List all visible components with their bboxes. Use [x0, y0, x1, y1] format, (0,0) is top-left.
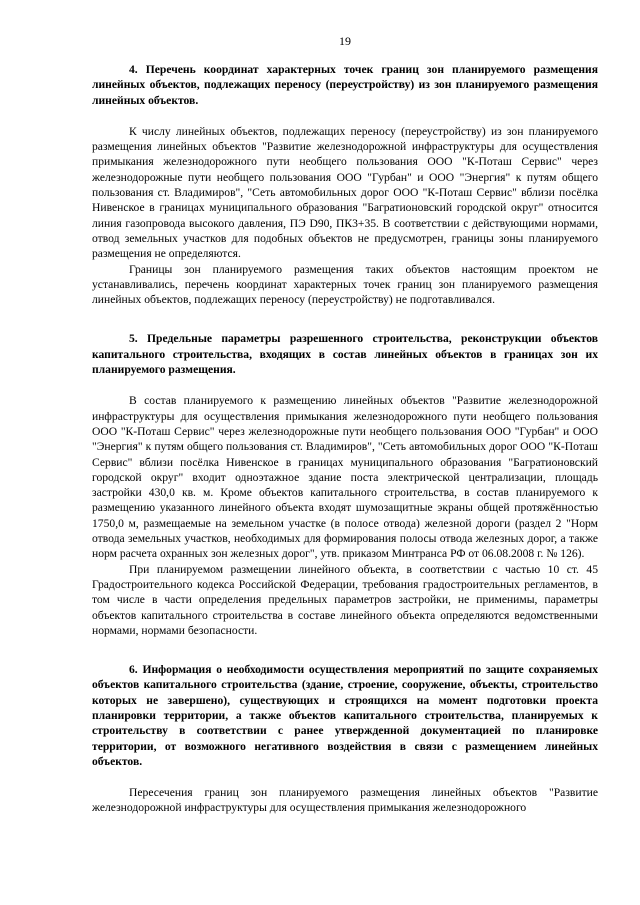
section-6 [92, 662, 598, 816]
paragraph: В состав планируемого к размещению линейных объектов "Развитие железнодорожной инфраструктуры для осуществления примыкания железнодорожного пути необщего пользования ООО "К-Поташ Сервис" через железнодорожные пути необщего пользования ООО "Гурбан" и ООО "Энергия" к путям общего пользования ст. Владимиров", "Сеть автомобильных дорог ООО "К-Поташ Сервис" вблизи посёлка Нивенское в границах муниципального образования "Багратионовский городской округ" входит одноэтажное здание поста электрической централизации, площадь застройки 430,0 кв. м. Кроме объектов капитального строительства, в состав планируемого к размещению указанного линейного объекта входят шумозащитные экраны общей протяжённостью 1750,0 м, размещаемые на земельном участке (в полосе отвода) железной дороги (раздел 2 "Норм отвода земельных участков, необходимых для формирования полосы отвода железных дорог, а также норм расчета охранных зон железных дорог", утв. приказом Минтранса РФ от 06.08.2008 г. № 126). [92, 394, 598, 561]
section-4 [92, 62, 598, 307]
spacer [92, 377, 598, 393]
section-heading: 6. Информация о необходимости осуществления мероприятий по защите сохраняемых объектов капитального строительства (здание, строение, сооружение, объекты, строительство которых не завершено), существующих и строящихся на момент подготовки проекта планировки территории, а также объектов капитального строительства, планируемых к строительству в соответствии с ранее утвержденной документацией по планировке территории, от возможного негативного воздействия в связи с размещением линейных объектов. [92, 663, 598, 768]
section-heading: 4. Перечень координат характерных точек границ зон планируемого размещения линейных объектов, подлежащих переносу (переустройству) из зон планируемого размещения линейных объектов. [92, 63, 598, 107]
paragraph: Границы зон планируемого размещения таких объектов настоящим проектом не устанавливались, перечень координат характерных точек границ зон планируемого размещения линейных объектов, подлежащих переносу (переустройству) не подготавливался. [92, 262, 598, 307]
spacer [92, 769, 598, 785]
paragraph: При планируемом размещении линейного объекта, в соответствии с частью 10 ст. 45 Градостроительного кодекса Российской Федерации, требования градостроительных регламентов, в том числе в части определения предельных параметров застройки, не применимы, параметры объектов капитального строительства в составе линейного объекта определяются ведомственными нормами, нормами безопасности. [92, 562, 598, 637]
spacer [92, 307, 598, 331]
section-5 [92, 331, 598, 638]
spacer [92, 638, 598, 662]
spacer [92, 108, 598, 124]
page-number: 19 [339, 34, 351, 48]
paragraph: Пересечения границ зон планируемого размещения линейных объектов "Развитие железнодорожной инфраструктуры для осуществления примыкания железнодорожного [92, 786, 598, 815]
paragraph: К числу линейных объектов, подлежащих переносу (переустройству) из зон планируемого размещения линейных объектов "Развитие железнодорожной инфраструктуры для осуществления примыкания железнодорожного пути необщего пользования ООО "К-Поташ Сервис" через железнодорожные пути необщего пользования ООО "Гурбан" и ООО "Энергия" к путям общего пользования ст. Владимиров", "Сеть автомобильных дорог ООО "К-Поташ Сервис" вблизи посёлка Нивенское в границах муниципального образования "Багратионовский городской округ" относится линия газопровода высокого давления, ПЭ D90, ПК3+35. В соответствии с действующими нормами, отвод земельных участков для подобных объектов не предусмотрен, границы зоны планируемого размещения не определяются. [92, 124, 598, 261]
section-heading: 5. Предельные параметры разрешенного строительства, реконструкции объектов капитального строительства, входящих в состав линейных объектов в границах зон их планируемого размещения. [92, 332, 598, 377]
